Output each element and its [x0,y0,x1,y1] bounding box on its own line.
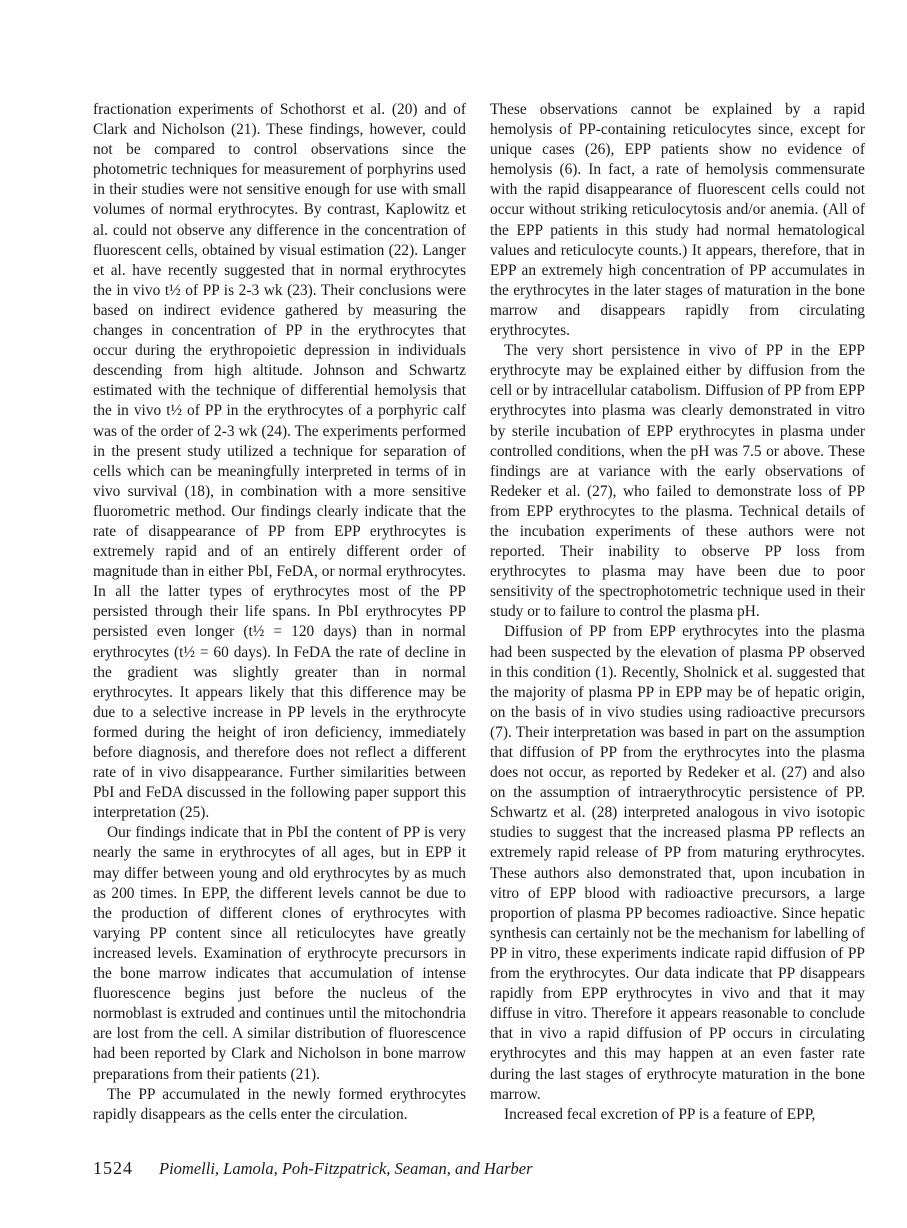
paragraph-fecal-excretion: Increased fecal excretion of PP is a feature of EPP, [504,1105,816,1123]
paragraph-plasma-diffusion: Diffusion of PP from EPP erythrocytes into the plasma had been suspected by the elevation of plasma PP observed in this condition (1). Recently, Sholnick et al. suggested that the majority of plasma PP in EPP may be of hepatic origin, on the basis of in vivo studies using radioactive precursors (7). Their interpretation was based in part on the assumption that diffusion of PP from the erythrocytes into the plasma does not occur, as reported by Redeker et al. (27) and also on the assumption of intraerythrocytic persistence of PP. Schwartz et al. (28) interpreted analogous in vivo isotopic studies to suggest that the increased plasma PP reflects an extremely rapid release of PP from maturing erythrocytes. These authors also demonstrated that, upon incubation in vitro of EPP blood with radioactive precursors, a large proportion of plasma PP becomes radioactive. Since hepatic synthesis can certainly not be the mechanism for labelling of PP in vitro, these experiments indicate rapid diffusion of PP from the erythrocytes. Our data indicate that PP disappears rapidly from EPP erythrocytes in vivo and that it may diffuse in vitro. Therefore it appears reasonable to conclude that in vivo a rapid diffusion of PP occurs in circulating erythrocytes and this may happen at an even faster rate during the last stages of erythrocyte maturation in the bone marrow. [490,623,865,1103]
right-text-column [490,100,865,1125]
running-author-line: Piomelli, Lamola, Poh-Fitzpatrick, Seaman, and Harber [159,1159,533,1178]
page-number: 1524 [93,1158,133,1178]
paragraph-short-persistence: The very short persistence in vivo of PP in the EPP erythrocyte may be explained either by diffusion from the cell or by intracellular catabolism. Diffusion of PP from EPP erythrocytes into plasma was clearly demonstrated in vitro by sterile incubation of EPP erythrocytes in plasma under controlled conditions, when the pH was 7.5 or above. These findings are at variance with the early observations of Redeker et al. (27), who failed to demonstrate loss of PP from EPP erythrocytes to the plasma. Technical details of the incubation experiments of these authors were not reported. Their inability to observe PP loss from erythrocytes to plasma may have been due to poor sensitivity of the spectrophotometric technique used in their study or to failure to control the plasma pH. [490,342,865,621]
paragraph-hemolysis-explanation: These observations cannot be explained by a rapid hemolysis of PP-containing reticulocytes since, except for unique cases (26), EPP patients show no evidence of hemolysis (6). In fact, a rate of hemolysis commensurate with the rapid disappearance of fluorescent cells could not occur without striking reticulocytosis and/or anemia. (All of the EPP patients in this study had normal hematological values and reticulocyte counts.) It appears, therefore, that in EPP an extremely high concentration of PP accumulates in the erythrocytes in the later stages of maturation in the bone marrow and disappears rapidly from circulating erythrocytes. [490,101,865,340]
paragraph-pp-disappearance: The PP accumulated in the newly formed erythrocytes rapidly disappears as the cells enter the circulation. [93,1085,466,1123]
paragraph-pp-content-by-age: Our findings indicate that in PbI the content of PP is very nearly the same in erythrocytes of all ages, but in EPP it may differ between young and old erythrocytes by as much as 200 times. In EPP, the different levels cannot be due to the production of different clones of erythrocytes with varying PP content since all reticulocytes have greatly increased levels. Examination of erythrocyte precursors in the bone marrow indicates that accumulation of intense fluorescence begins just before the nucleus of the normoblast is extruded and continues until the mitochondria are lost from the cell. A similar distribution of fluorescence had been reported by Clark and Nicholson in bone marrow preparations from their patients (21). [93,824,466,1083]
page-footer [93,1158,865,1179]
paragraph-continued-fractionation: fractionation experiments of Schothorst et al. (20) and of Clark and Nicholson (21). These findings, however, could not be compared to control observations since the photometric techniques for measurement of porphyrins used in their studies were not sensitive enough for use with small volumes of normal erythrocytes. By contrast, Kaplowitz et al. could not observe any difference in the concentration of fluorescent cells, obtained by visual estimation (22). Langer et al. have recently suggested that in normal erythrocytes the in vivo t½ of PP is 2-3 wk (23). Their conclusions were based on indirect evidence gathered by measuring the changes in concentration of PP in the erythrocytes that occur during the erythropoietic depression in individuals descending from high altitude. Johnson and Schwartz estimated with the technique of differential hemolysis that the in vivo t½ of PP in the erythrocytes of a porphyric calf was of the order of 2-3 wk (24). The experiments performed in the present study utilized a technique for separation of cells which can be meaningfully interpreted in terms of in vivo survival (18), in combination with a more sensitive fluorometric method. Our findings clearly indicate that the rate of disappearance of PP from EPP erythrocytes is extremely rapid and of an entirely different order of magnitude than in either PbI, FeDA, or normal erythrocytes. In all the latter types of erythrocytes most of the PP persisted through their life spans. In PbI erythrocytes PP persisted even longer (t½ = 120 days) than in normal erythrocytes (t½ = 60 days). In FeDA the rate of decline in the gradient was slightly greater than in normal erythrocytes. It appears likely that this difference may be due to a selective increase in PP levels in the erythrocyte formed during the height of iron deficiency, immediately before diagnosis, and therefore does not reflect a different rate of in vivo disappearance. Further similarities between PbI and FeDA discussed in the following paper support this interpretation (25). [93,101,466,822]
left-text-column [93,100,466,1125]
